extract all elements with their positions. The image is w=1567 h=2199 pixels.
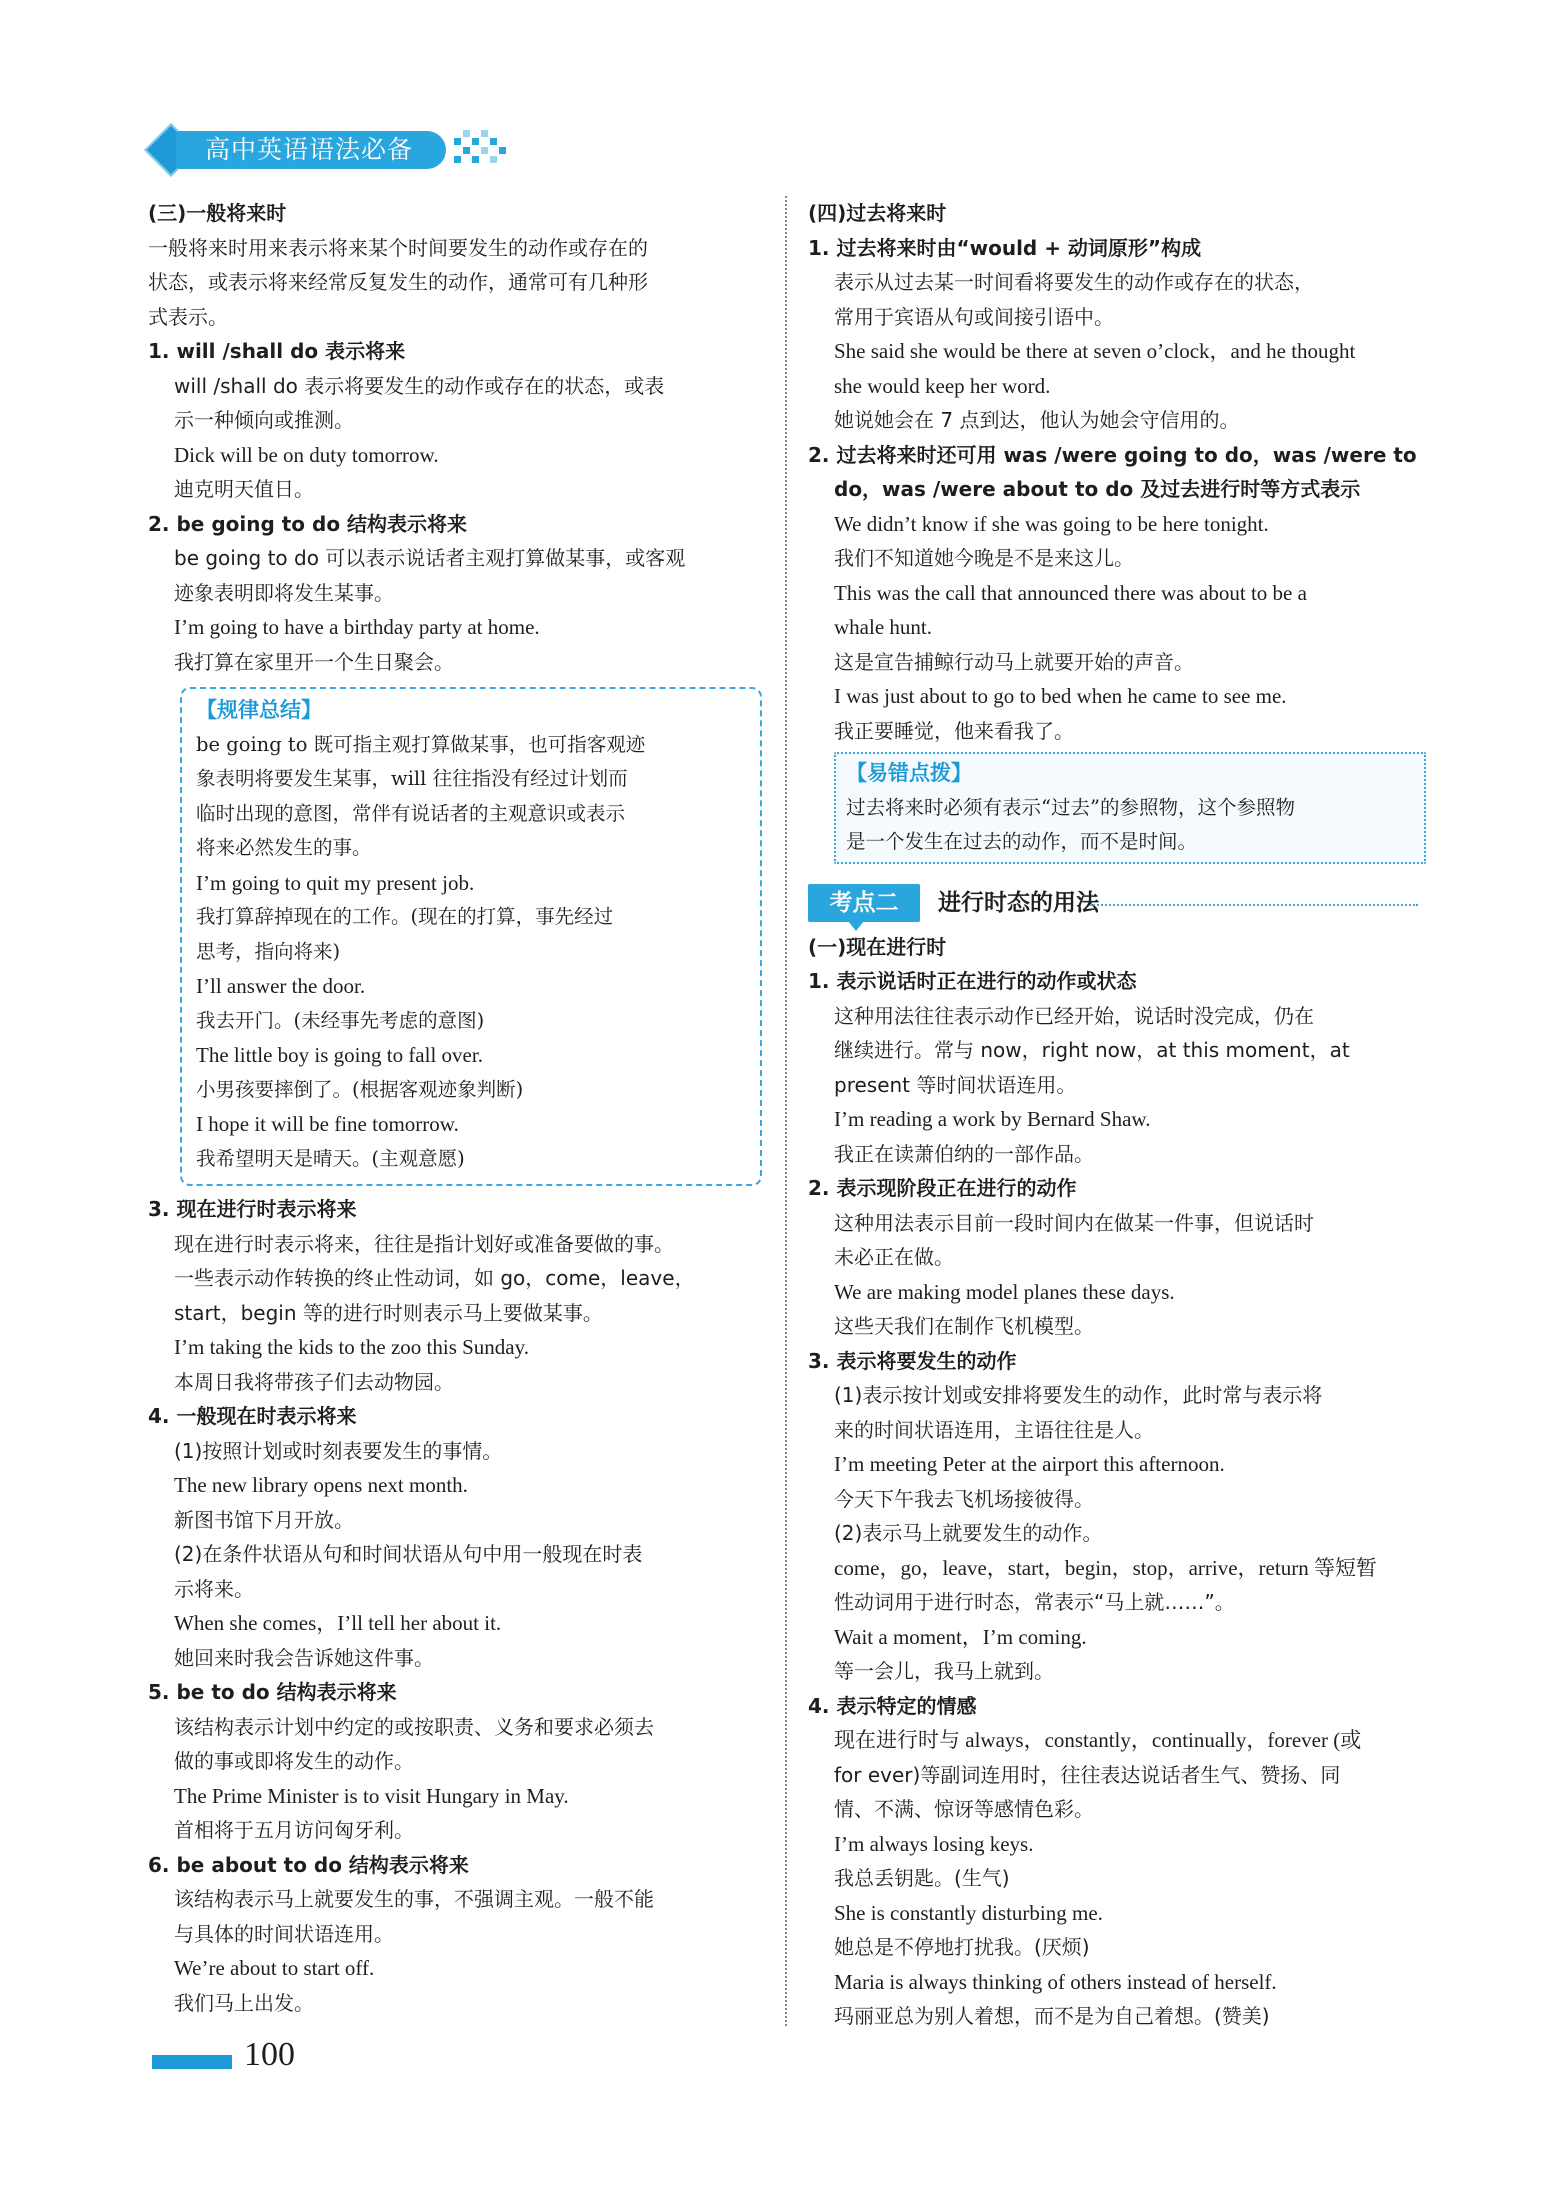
body-line: present 等时间状语连用。 bbox=[834, 1072, 1077, 1097]
heading-be-to-do: 5. be to do 结构表示将来 bbox=[148, 1680, 397, 1704]
example-en: Wait a moment，I’m coming. bbox=[834, 1624, 1087, 1649]
heading-past-future-other-forms-cont: do，was /were about to do 及过去进行时等方式表示 bbox=[834, 477, 1361, 501]
tip-line: 小男孩要摔倒了。(根据客观迹象判断) bbox=[196, 1077, 524, 1101]
common-error-line: 过去将来时必须有表示“过去”的参照物，这个参照物 bbox=[846, 795, 1295, 819]
example-en: Dick will be on duty tomorrow. bbox=[174, 442, 439, 467]
body-line: 迹象表明即将发生某事。 bbox=[174, 580, 394, 605]
tip-line: 将来必然发生的事。 bbox=[196, 836, 372, 859]
intro-line: 式表示。 bbox=[148, 304, 228, 329]
exam-point-two-header bbox=[808, 878, 1426, 930]
example-cn: 玛丽亚总为别人着想，而不是为自己着想。(赞美) bbox=[834, 2004, 1270, 2028]
book-title: 高中英语语法必备 bbox=[205, 135, 414, 164]
section-title-present-progressive: (一)现在进行时 bbox=[808, 934, 947, 959]
example-en: she would keep her word. bbox=[834, 373, 1051, 398]
heading-will-shall: 1. will /shall do 表示将来 bbox=[148, 339, 406, 363]
tip-line: 我希望明天是晴天。(主观意愿) bbox=[196, 1146, 465, 1170]
example-en: When she comes，I’ll tell her about it. bbox=[174, 1611, 502, 1635]
example-en: The new library opens next month. bbox=[174, 1473, 468, 1497]
body-line: 做的事或即将发生的动作。 bbox=[174, 1749, 414, 1773]
example-en: I’m meeting Peter at the airport this afternoon. bbox=[834, 1452, 1225, 1476]
heading-present-progressive-future: 3. 现在进行时表示将来 bbox=[148, 1197, 357, 1221]
exam-point-title: 进行时态的用法 bbox=[938, 889, 1099, 916]
example-en: I’m always losing keys. bbox=[834, 1831, 1034, 1856]
right-column bbox=[808, 196, 1426, 2034]
example-cn: 我总丢钥匙。(生气) bbox=[834, 1866, 1010, 1890]
rule-summary-title: 【规律总结】 bbox=[196, 698, 322, 722]
body-line: 这种用法往往表示动作已经开始，说话时没完成，仍在 bbox=[834, 1003, 1314, 1028]
body-line: 表示从过去某一时间看将要发生的动作或存在的状态， bbox=[834, 270, 1314, 294]
body-line: 现在进行时表示将来，往往是指计划好或准备要做的事。 bbox=[174, 1231, 674, 1256]
example-en: I’m reading a work by Bernard Shaw. bbox=[834, 1107, 1151, 1131]
exam-point-rule bbox=[1090, 904, 1418, 906]
example-cn: 她回来时我会告诉她这件事。 bbox=[174, 1645, 434, 1670]
example-cn: 我正要睡觉，他来看我了。 bbox=[834, 718, 1074, 743]
body-line: 常用于宾语从句或间接引语中。 bbox=[834, 304, 1114, 329]
body-line: 现在进行时与 always，constantly，continually，forever (或 bbox=[834, 1728, 1362, 1752]
body-line: 情、不满、惊讶等感情色彩。 bbox=[834, 1797, 1094, 1821]
example-en: This was the call that announced there was about to be a bbox=[834, 580, 1307, 605]
tip-line: 我打算辞掉现在的工作。(现在的打算，事先经过 bbox=[196, 905, 614, 928]
body-line: 该结构表示计划中约定的或按职责、义务和要求必须去 bbox=[174, 1714, 654, 1739]
tip-line: 思考，指向将来) bbox=[196, 939, 341, 963]
example-cn: 她总是不停地打扰我。(厌烦) bbox=[834, 1935, 1090, 1959]
tip-example-en: The little boy is going to fall over. bbox=[196, 1043, 483, 1067]
body-line: will /shall do 表示将要发生的动作或存在的状态，或表 bbox=[174, 373, 665, 398]
section-title-past-future: (四)过去将来时 bbox=[808, 201, 947, 225]
page-header-banner bbox=[150, 128, 510, 170]
body-line: 这种用法表示目前一段时间内在做某一件事，但说话时 bbox=[834, 1210, 1314, 1235]
tip-line: 象表明将要发生某事，will 往往指没有经过计划而 bbox=[196, 767, 628, 790]
example-cn: 首相将于五月访问匈牙利。 bbox=[174, 1818, 414, 1842]
example-cn: 迪克明天值日。 bbox=[174, 477, 314, 501]
tip-line: 临时出现的意图，常伴有说话者的主观意识或表示 bbox=[196, 801, 626, 825]
intro-line: 状态，或表示将来经常反复发生的动作，通常可有几种形 bbox=[148, 270, 648, 294]
body-line: be going to do 可以表示说话者主观打算做某事，或客观 bbox=[174, 546, 686, 570]
section-title-future: (三)一般将来时 bbox=[148, 201, 287, 225]
body-line: 未必正在做。 bbox=[834, 1245, 954, 1269]
common-error-line: 是一个发生在过去的动作，而不是时间。 bbox=[846, 830, 1198, 853]
example-en: I’m going to have a birthday party at home. bbox=[174, 615, 540, 639]
example-cn: 这是宣告捕鲸行动马上就要开始的声音。 bbox=[834, 649, 1194, 674]
example-cn: 我们马上出发。 bbox=[174, 1990, 314, 2015]
example-en: We’re about to start off. bbox=[174, 1956, 375, 1980]
body-line: 示将来。 bbox=[174, 1576, 254, 1601]
example-en: She is constantly disturbing me. bbox=[834, 1900, 1103, 1925]
tip-example-en: I’m going to quit my present job. bbox=[196, 870, 475, 895]
example-cn: 我正在读萧伯纳的一部作品。 bbox=[834, 1141, 1094, 1166]
heading-be-going-to: 2. be going to do 结构表示将来 bbox=[148, 511, 468, 536]
page-number-bar bbox=[152, 2055, 232, 2069]
body-line: (1)表示按计划或安排将要发生的动作，此时常与表示将 bbox=[834, 1383, 1323, 1407]
body-line: (2)表示马上就要发生的动作。 bbox=[834, 1521, 1103, 1545]
body-line: for ever)等副词连用时，往往表达说话者生气、赞扬、同 bbox=[834, 1762, 1341, 1787]
tip-example-en: I’ll answer the door. bbox=[196, 974, 366, 998]
common-error-title: 【易错点拨】 bbox=[846, 761, 972, 785]
body-line: (1)按照计划或时刻表要发生的事情。 bbox=[174, 1438, 503, 1463]
example-cn: 本周日我将带孩子们去动物园。 bbox=[174, 1369, 454, 1394]
body-line: 一些表示动作转换的终止性动词，如 go，come，leave， bbox=[174, 1266, 695, 1290]
example-cn: 她说她会在 7 点到达，他认为她会守信用的。 bbox=[834, 408, 1240, 432]
example-en: I was just about to go to bed when he came to see me. bbox=[834, 684, 1287, 708]
example-en: We didn’t know if she was going to be here tonight. bbox=[834, 511, 1269, 536]
example-cn: 新图书馆下月开放。 bbox=[174, 1507, 354, 1532]
example-cn: 我打算在家里开一个生日聚会。 bbox=[174, 649, 454, 674]
rule-summary-box bbox=[180, 687, 762, 1186]
body-line: 与具体的时间状语连用。 bbox=[174, 1921, 394, 1946]
body-line: come，go，leave，start，begin，stop，arrive，return 等短暂 bbox=[834, 1555, 1377, 1580]
example-en: We are making model planes these days. bbox=[834, 1279, 1175, 1304]
heading-simple-present-future: 4. 一般现在时表示将来 bbox=[148, 1404, 357, 1428]
example-en: whale hunt. bbox=[834, 615, 932, 639]
heading-emotion: 4. 表示特定的情感 bbox=[808, 1693, 977, 1718]
heading-would-do: 1. 过去将来时由“would + 动词原形”构成 bbox=[808, 235, 1202, 260]
common-error-box bbox=[834, 752, 1426, 864]
example-en: The Prime Minister is to visit Hungary in May. bbox=[174, 1783, 569, 1808]
example-en: She said she would be there at seven o’clock，and he thought bbox=[834, 339, 1356, 363]
intro-line: 一般将来时用来表示将来某个时间要发生的动作或存在的 bbox=[148, 235, 648, 260]
column-divider bbox=[785, 196, 787, 2026]
body-line: 示一种倾向或推测。 bbox=[174, 408, 354, 432]
example-en: Maria is always thinking of others instead of herself. bbox=[834, 1969, 1277, 1994]
body-line: start，begin 等的进行时则表示马上要做某事。 bbox=[174, 1300, 603, 1325]
example-cn: 这些天我们在制作飞机模型。 bbox=[834, 1314, 1094, 1338]
body-line: 继续进行。常与 now，right now，at this moment，at bbox=[834, 1038, 1350, 1062]
example-cn: 等一会儿，我马上就到。 bbox=[834, 1659, 1054, 1683]
tip-example-en: I hope it will be fine tomorrow. bbox=[196, 1112, 459, 1136]
tip-line: 我去开门。(未经事先考虑的意图) bbox=[196, 1008, 485, 1032]
example-en: I’m taking the kids to the zoo this Sunday. bbox=[174, 1335, 530, 1359]
body-line: 该结构表示马上就要发生的事，不强调主观。一般不能 bbox=[174, 1887, 654, 1911]
body-line: (2)在条件状语从句和时间状语从句中用一般现在时表 bbox=[174, 1542, 643, 1566]
page-number: 100 bbox=[244, 2036, 295, 2073]
heading-ongoing-period: 2. 表示现阶段正在进行的动作 bbox=[808, 1176, 1077, 1200]
body-line: 性动词用于进行时态，常表示“马上就……”。 bbox=[834, 1590, 1235, 1614]
heading-be-about-to-do: 6. be about to do 结构表示将来 bbox=[148, 1852, 469, 1877]
exam-point-tag: 考点二 bbox=[808, 884, 920, 922]
header-dots-decoration bbox=[450, 128, 510, 170]
example-cn: 今天下午我去飞机场接彼得。 bbox=[834, 1486, 1094, 1511]
body-line: 来的时间状语连用，主语往往是人。 bbox=[834, 1417, 1154, 1442]
example-cn: 我们不知道她今晚是不是来这儿。 bbox=[834, 546, 1134, 570]
left-column bbox=[148, 196, 762, 2020]
heading-ongoing-now: 1. 表示说话时正在进行的动作或状态 bbox=[808, 969, 1137, 993]
heading-upcoming-action: 3. 表示将要发生的动作 bbox=[808, 1348, 1017, 1373]
heading-past-future-other-forms: 2. 过去将来时还可用 was /were going to do，was /were to bbox=[808, 442, 1417, 467]
tip-line: be going to 既可指主观打算做某事，也可指客观迹 bbox=[196, 732, 646, 756]
